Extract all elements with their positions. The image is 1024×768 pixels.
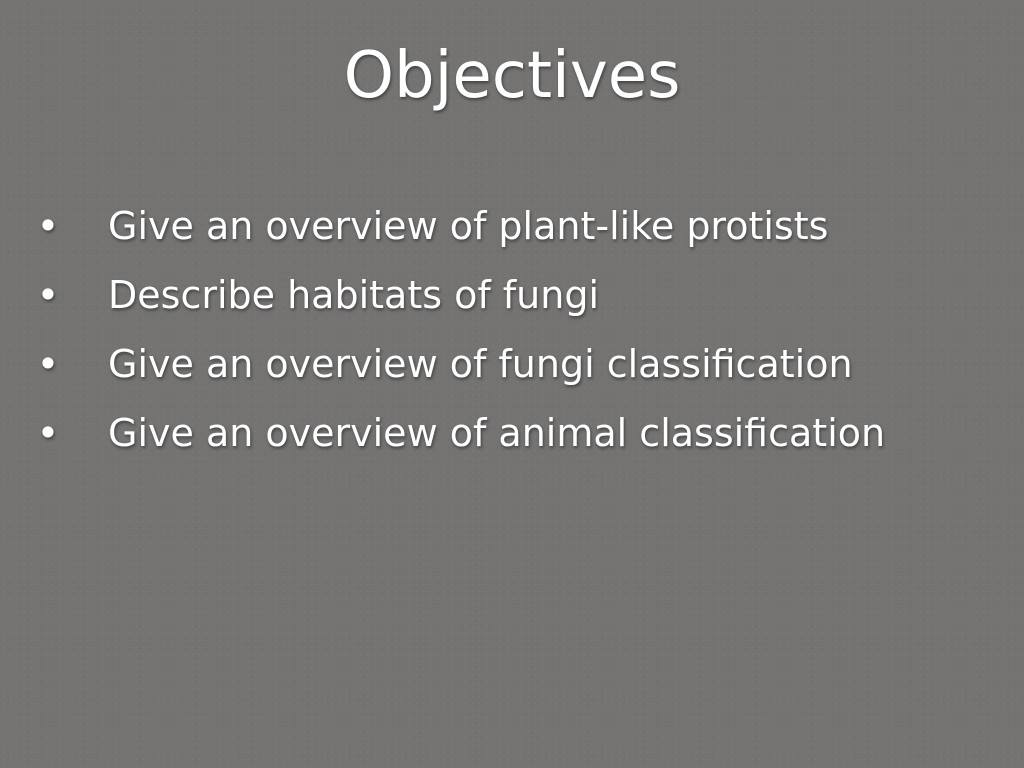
list-item [0, 330, 1024, 399]
slide-title: Objectives [343, 39, 681, 113]
list-item [0, 399, 1024, 468]
bullet-icon: • [36, 411, 60, 455]
bullet-text: Give an overview of plant-like protists [108, 204, 829, 248]
list-item [0, 261, 1024, 330]
bullet-icon: • [36, 342, 60, 386]
objectives-list [0, 192, 1024, 468]
bullet-text: Give an overview of animal classification [108, 411, 886, 455]
bullet-text: Give an overview of fungi classification [108, 342, 853, 386]
bullet-icon: • [36, 273, 60, 317]
bullet-icon: • [36, 204, 60, 248]
list-item [0, 192, 1024, 261]
bullet-text: Describe habitats of fungi [108, 273, 600, 317]
